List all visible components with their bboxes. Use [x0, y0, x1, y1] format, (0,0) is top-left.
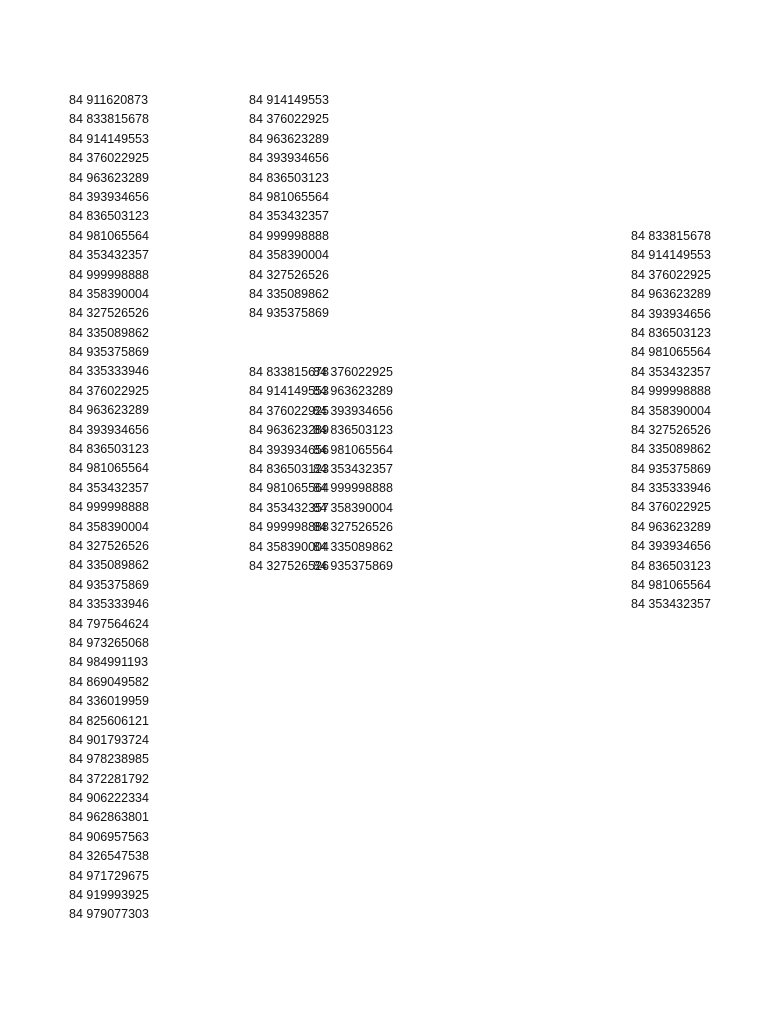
phone-number-cell: 84 935375869 — [313, 558, 393, 573]
phone-number-cell: 84 376022925 — [69, 383, 149, 398]
phone-number-cell: 84 358390004 — [69, 286, 149, 301]
phone-number-cell: 84 836503123 — [249, 461, 329, 476]
phone-number-cell: 84 376022925 — [249, 403, 329, 418]
phone-number-cell: 84 393934656 — [249, 442, 329, 457]
phone-number-cell: 84 376022925 — [249, 112, 329, 127]
phone-number-cell: 84 935375869 — [69, 577, 149, 592]
phone-number-cell: 84 335089862 — [69, 325, 149, 340]
phone-number-cell: 84 914149553 — [631, 248, 711, 263]
phone-number-cell: 84 935375869 — [249, 306, 329, 321]
phone-number-cell: 84 999998888 — [249, 228, 329, 243]
phone-number-column-c — [249, 363, 329, 576]
phone-number-cell: 84 999998888 — [249, 520, 329, 535]
phone-number-cell: 84 353432357 — [69, 480, 149, 495]
phone-number-cell: 84 963623289 — [249, 423, 329, 438]
phone-number-cell: 84 963623289 — [631, 287, 711, 302]
phone-number-cell: 84 327526526 — [249, 558, 329, 573]
phone-number-cell: 84 999998888 — [69, 267, 149, 282]
phone-number-cell: 84 376022925 — [69, 151, 149, 166]
phone-number-cell: 84 999998888 — [313, 481, 393, 496]
phone-number-cell: 84 372281792 — [69, 771, 149, 786]
phone-number-cell: 84 358390004 — [313, 500, 393, 515]
phone-number-cell: 84 836503123 — [249, 170, 329, 185]
phone-number-cell: 84 393934656 — [631, 539, 711, 554]
phone-number-cell: 84 914149553 — [69, 131, 149, 146]
phone-number-cell: 84 327526526 — [313, 520, 393, 535]
phone-number-cell: 84 358390004 — [249, 539, 329, 554]
phone-number-cell: 84 906957563 — [69, 829, 149, 844]
phone-number-cell: 84 978238985 — [69, 752, 149, 767]
phone-number-cell: 84 353432357 — [313, 461, 393, 476]
phone-number-cell: 84 906222334 — [69, 791, 149, 806]
phone-number-cell: 84 963623289 — [69, 170, 149, 185]
phone-number-cell: 84 962863801 — [69, 810, 149, 825]
phone-number-cell: 84 326547538 — [69, 849, 149, 864]
phone-number-cell: 84 327526526 — [69, 306, 149, 321]
phone-number-cell: 84 335333946 — [69, 597, 149, 612]
phone-number-cell: 84 393934656 — [631, 306, 711, 321]
phone-number-cell: 84 935375869 — [631, 461, 711, 476]
phone-number-cell: 84 981065564 — [249, 189, 329, 204]
phone-number-cell: 84 935375869 — [69, 345, 149, 360]
phone-number-cell: 84 836503123 — [69, 442, 149, 457]
phone-number-cell: 84 358390004 — [249, 248, 329, 263]
phone-number-cell: 84 963623289 — [631, 519, 711, 534]
phone-number-cell: 84 919993925 — [69, 888, 149, 903]
phone-number-cell: 84 836503123 — [631, 558, 711, 573]
phone-number-cell: 84 833815678 — [249, 365, 329, 379]
phone-number-cell: 84 335089862 — [313, 539, 393, 554]
phone-number-cell: 84 984991193 — [69, 655, 149, 670]
phone-number-cell: 84 981065564 — [249, 481, 329, 496]
phone-number-cell: 84 327526526 — [69, 538, 149, 553]
phone-number-cell: 84 797564624 — [69, 616, 149, 631]
phone-number-cell: 84 376022925 — [631, 267, 711, 282]
phone-number-cell: 84 833815678 — [631, 229, 711, 243]
phone-number-column-d — [313, 363, 423, 576]
phone-number-cell: 84 869049582 — [69, 674, 149, 689]
phone-number-cell: 84 981065564 — [313, 442, 393, 457]
phone-number-cell: 84 999998888 — [631, 384, 711, 399]
phone-number-cell: 84 979077303 — [69, 907, 149, 922]
phone-number-column-b — [249, 91, 359, 324]
phone-number-cell: 84 335089862 — [69, 558, 149, 573]
phone-number-column-e — [631, 227, 711, 615]
phone-number-cell: 84 327526526 — [249, 267, 329, 282]
phone-number-cell: 84 353432357 — [69, 248, 149, 263]
phone-number-cell: 84 981065564 — [631, 345, 711, 360]
phone-number-cell: 84 335089862 — [631, 442, 711, 457]
phone-number-cell: 84 973265068 — [69, 635, 149, 650]
phone-number-cell: 84 393934656 — [69, 422, 149, 437]
phone-number-cell: 84 981065564 — [69, 228, 149, 243]
phone-number-cell: 84 335333946 — [631, 481, 711, 496]
phone-number-cell: 84 914149553 — [249, 93, 329, 107]
phone-number-cell: 84 825606121 — [69, 713, 149, 728]
phone-number-cell: 84 836503123 — [631, 325, 711, 340]
phone-number-cell: 84 981065564 — [631, 578, 711, 593]
phone-number-cell: 84 393934656 — [313, 403, 393, 418]
phone-number-cell: 84 981065564 — [69, 461, 149, 476]
phone-number-cell: 84 914149553 — [249, 384, 329, 399]
phone-number-cell: 84 833815678 — [69, 112, 149, 127]
phone-number-cell: 84 963623289 — [249, 131, 329, 146]
phone-number-cell: 84 393934656 — [249, 151, 329, 166]
phone-number-cell: 84 353432357 — [249, 500, 329, 515]
phone-number-cell: 84 358390004 — [69, 519, 149, 534]
phone-number-cell: 84 963623289 — [69, 403, 149, 418]
phone-number-cell: 84 963623289 — [313, 384, 393, 399]
phone-number-cell: 84 353432357 — [631, 364, 711, 379]
phone-number-cell: 84 353432357 — [631, 597, 711, 612]
phone-number-cell: 84 336019959 — [69, 694, 149, 709]
phone-number-cell: 84 911620873 — [69, 93, 149, 107]
phone-number-cell: 84 358390004 — [631, 403, 711, 418]
phone-number-cell: 84 335333946 — [69, 364, 149, 379]
phone-number-cell: 84 999998888 — [69, 500, 149, 515]
phone-number-cell: 84 836503123 — [69, 209, 149, 224]
phone-number-cell: 84 353432357 — [249, 209, 329, 224]
phone-number-cell: 84 376022925 — [313, 365, 393, 379]
phone-number-cell: 84 376022925 — [631, 500, 711, 515]
phone-number-column-a — [69, 91, 179, 925]
phone-number-cell: 84 901793724 — [69, 732, 149, 747]
phone-number-cell: 84 393934656 — [69, 189, 149, 204]
phone-number-cell: 84 335089862 — [249, 286, 329, 301]
phone-number-cell: 84 971729675 — [69, 868, 149, 883]
phone-number-cell: 84 327526526 — [631, 422, 711, 437]
phone-number-cell: 84 836503123 — [313, 423, 393, 438]
